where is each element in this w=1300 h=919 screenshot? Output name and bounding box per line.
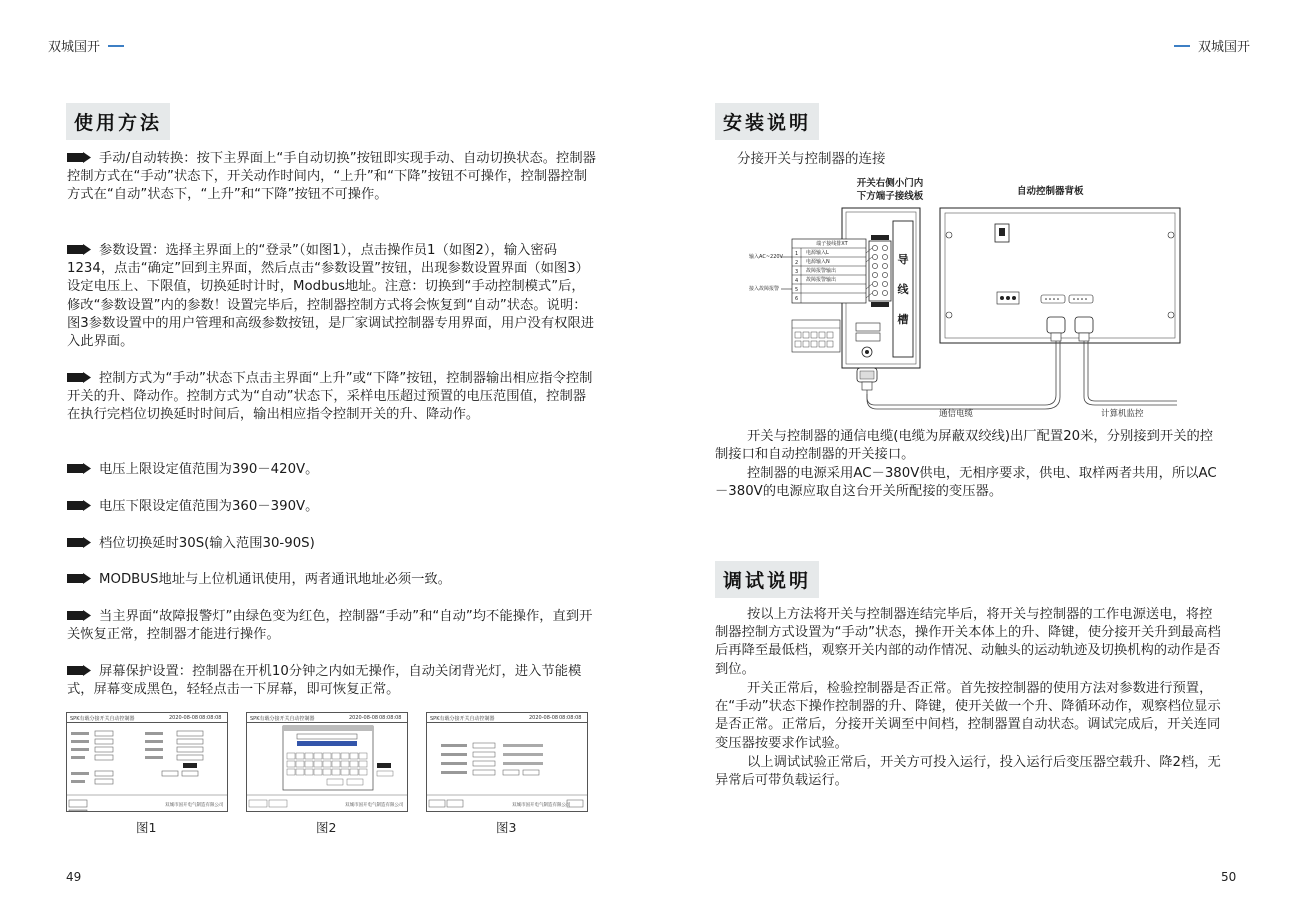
guide-rail-char: 槽 [897,313,909,326]
section-title-debug: 调试说明 [715,561,819,598]
arrow-bullet-icon [67,665,91,676]
svg-text:5: 5 [795,287,799,293]
arrow-bullet-icon [67,372,91,383]
arrow-bullet-icon [67,610,91,621]
brand-dash [108,45,124,47]
screen-date: 2020-08-08 [529,715,559,721]
arrow-bullet-icon [67,573,91,584]
figure-2-caption: 图2 [316,820,337,835]
usage-item [67,498,597,516]
svg-text:1: 1 [795,251,799,257]
page-number-right: 50 [1221,870,1237,884]
usage-item [67,535,597,553]
brand-right-text: 双城国开 [1197,40,1250,55]
usage-item-text: 当主界面“故障报警灯”由绿色变为红色，控制器“手动”和“自动”均不能操作，直到开关恢复正常，控制器才能进行操作。 [67,609,593,643]
comm-cable-label: 通信电缆 [939,409,974,419]
screen-title: SPK有载分接开关自动控制器 [430,716,495,722]
svg-text:6: 6 [795,296,799,302]
guide-rail-char: 导 [897,253,909,266]
usage-item-text: MODBUS地址与上位机通讯使用，两者通讯地址必须一致。 [99,572,452,587]
terminal-board-label-line1: 开关右侧小门内 [856,178,924,189]
guide-rail-char: 线 [897,283,909,296]
svg-text:4: 4 [795,278,799,284]
figure-2-screen [246,712,408,812]
terminal-row: 故障报警输出 [806,277,837,283]
arrow-bullet-icon [67,244,91,255]
usage-item [67,370,597,425]
fault-alarm-label: 接入故障报警 [749,286,780,292]
screen-title-bar [247,713,407,723]
section-title-usage: 使用方法 [66,103,170,140]
usage-item [67,571,597,589]
screen-time: 08:08:08 [379,715,402,721]
screen-footer: 双城市国开电气制造有限公司 [345,803,404,808]
debug-paragraph: 开关正常后，检验控制器是否正常。首先按控制器的使用方法对参数进行预置，在“手动”状态下操作控制器的升、降键，使开关做一个升、降循环动作，观察档位显示是否正常。正常后，分接开关调至中间档，控制器置自动状态。调试完成后，开关连同变压器按要求作试验。 [715,681,1221,751]
screen-date: 2020-08-08 [169,715,199,721]
figure-2-ui-drawing [247,723,407,811]
screen-date: 2020-08-08 [349,715,379,721]
usage-item-text: 电压上限设定值范围为390－420V。 [99,462,319,477]
brand-left-text: 双城国开 [48,40,101,55]
usage-item [67,663,597,699]
figure-3-screen [426,712,588,812]
usage-item-text: 手动/自动转换：按下主界面上“手自动切换”按钮即实现手动、自动切换状态。控制器控制方式在“手动”状态下，开关动作时间内，“上升”和“下降”按钮不可操作，控制器控制方式在“自动”状态下，“上升”和“下降”按钮不可操作。 [67,151,596,203]
page-number-left: 49 [66,870,82,884]
figure-1-caption: 图1 [136,820,157,835]
terminal-table [800,240,864,285]
terminal-board-label-line2: 下方端子接线板 [856,191,924,202]
section-title-install: 安装说明 [715,103,819,140]
install-paragraph: 开关与控制器的通信电缆(电缆为屏蔽双绞线)出厂配置20米，分别接到开关的控制接口和自动控制器的开关接口。 [715,429,1214,463]
usage-item-text: 电压下限设定值范围为360－390V。 [99,499,319,514]
usage-item [67,242,597,351]
install-paragraph: 控制器的电源采用AC－380V供电，无相序要求，供电、取样两者共用，所以AC－380V的电源应取自这台开关所配接的变压器。 [715,466,1217,500]
figure-3-caption: 图3 [496,820,517,835]
usage-item [67,608,597,644]
install-subtitle: 分接开关与控制器的连接 [737,151,886,167]
screen-title: SPK有载分接开关自动控制器 [250,716,315,722]
svg-text:3: 3 [795,269,799,275]
terminal-row: 电源输入L [806,250,829,256]
wiring-diagram [745,175,1195,420]
arrow-bullet-icon [67,537,91,548]
usage-item [67,461,597,479]
figure-1-screen [66,712,228,812]
brand-right [1174,36,1250,55]
screen-title: SPK有载分接开关自动控制器 [70,716,135,722]
pc-monitor-label: 计算机监控 [1101,409,1144,419]
brand-dash [1174,45,1190,47]
usage-item-text: 控制方式为“手动”状态下点击主界面“上升”或“下降”按钮，控制器输出相应指令控制开关的升、降动作。控制方式为“自动”状态下，采样电压超过预置的电压范围值，控制器在执行完档位切换延时时间后，输出相应指令控制开关的升、降动作。 [67,371,593,423]
terminal-table-header: 端子接线排XT [816,241,848,247]
controller-backplate-label: 自动控制器背板 [1017,186,1084,197]
arrow-bullet-icon [67,152,91,163]
arrow-bullet-icon [67,463,91,474]
terminal-row: 电源输入N [806,259,830,265]
screen-footer: 双城市国开电气制造有限公司 [512,803,571,808]
figure-3-ui-drawing [427,723,587,811]
usage-item-text: 参数设置：选择主界面上的“登录”（如图1），点击操作员1（如图2），输入密码1234，点击“确定”回到主界面，然后点击“参数设置”按钮，出现参数设置界面（如图3）设定电压上、下限值，切换延时计时，Modbus地址。注意：切换到“手动控制模式”后，修改“参数设置”内的参数！设置完毕后，控制器控制方式将会恢复到“自动”状态。说明：图3参数设置中的用户管理和高级参数按钮，是厂家调试控制器专用界面，用户没有权限进入此界面。 [67,243,595,350]
debug-paragraph: 按以上方法将开关与控制器连结完毕后，将开关与控制器的工作电源送电，将控制器控制方式设置为“手动”状态，操作开关本体上的升、降键，使分接开关升到最高档后再降至最低档，观察开关内部的动作情况、动触头的运动轨迹及切换机构的动作是否到位。 [715,607,1221,677]
screen-time: 08:08:08 [199,715,222,721]
debug-paragraph: 以上调试试验正常后，开关方可投入运行，投入运行后变压器空载升、降2档，无异常后可带负载运行。 [715,755,1221,789]
screen-time: 08:08:08 [559,715,582,721]
usage-item [67,150,597,205]
figure-1-ui-drawing [67,723,227,811]
wiring-diagram-drawing [745,175,1195,420]
arrow-bullet-icon [67,500,91,511]
usage-item-text: 屏幕保护设置：控制器在开机10分钟之内如无操作，自动关闭背光灯，进入节能模式，屏幕变成黑色，轻轻点击一下屏幕，即可恢复正常。 [67,664,582,698]
brand-left [48,36,124,55]
usage-item-text: 档位切换延时30S(输入范围30-90S) [99,536,315,551]
terminal-row: 故障报警输出 [806,268,837,274]
screen-title-bar [427,713,587,723]
ac-input-label: 输入AC~220V [749,254,783,260]
guide-rail-label [896,245,910,335]
svg-text:2: 2 [795,260,799,266]
screen-title-bar [67,713,227,723]
screen-footer: 双城市国开电气制造有限公司 [165,803,224,808]
